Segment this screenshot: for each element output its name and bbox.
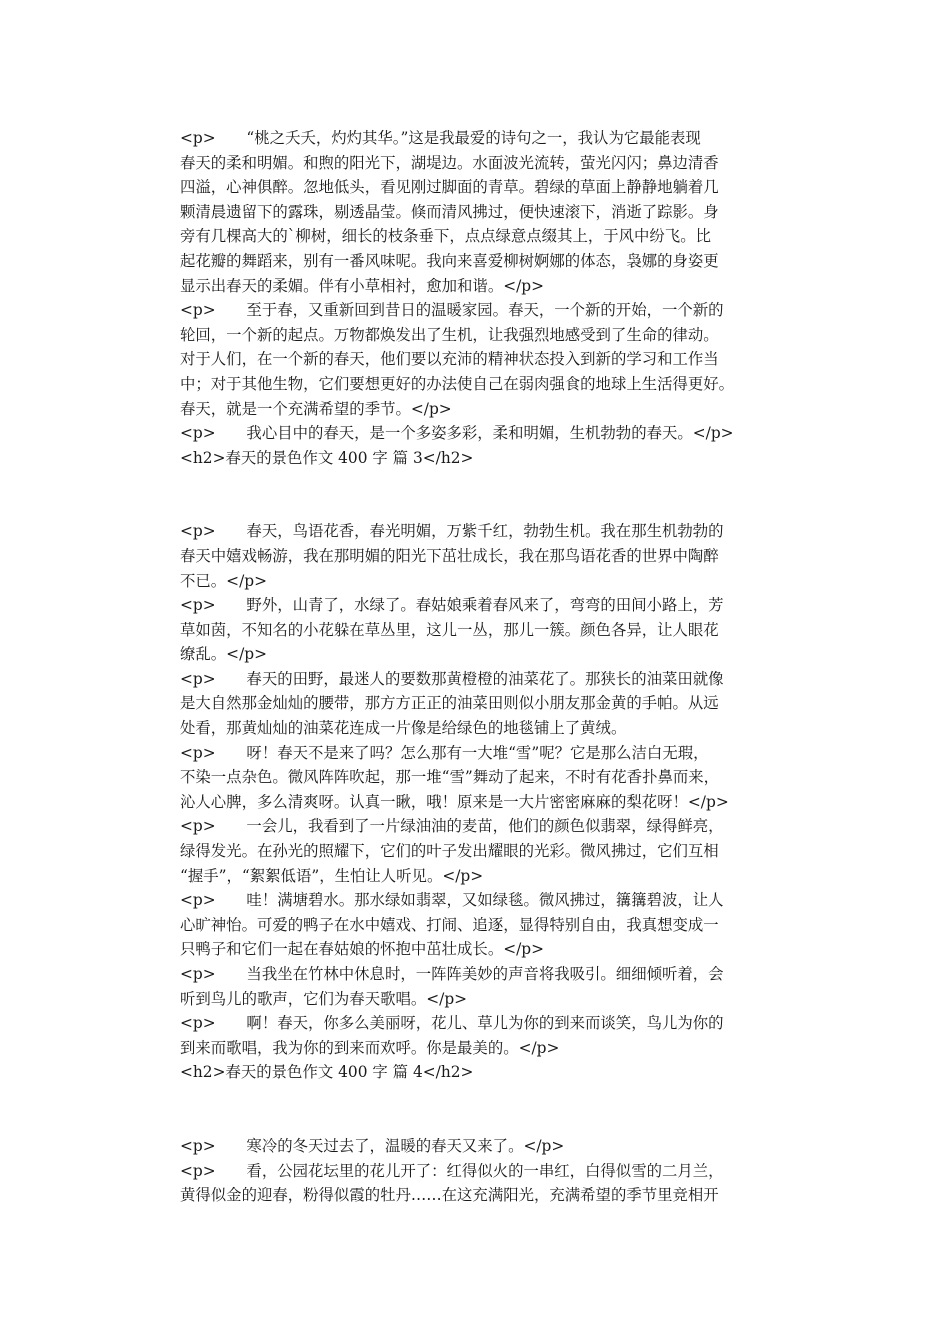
- text-line: 中；对于其他生物，它们要想更好的办法使自己在弱肉强食的地球上生活得更好。: [180, 374, 735, 393]
- text-line: <p> 哇！满塘碧水。那水绿如翡翠，又如绿毯。微风拂过，簼簼碧波，让人: [180, 891, 724, 910]
- text-line: 听到鸟儿的歌声，它们为春天歌唱。</p>: [180, 989, 468, 1008]
- section-heading: <h2>春天的景色作文 400 字 篇 4</h2>: [180, 1063, 474, 1082]
- text-line: <p> 一会儿，我看到了一片绿油油的麦苗，他们的颜色似翡翠，绿得鲜亮，: [180, 817, 724, 836]
- text-line: 对于人们，在一个新的春天，他们要以充沛的精神状态投入到新的学习和工作当: [180, 350, 719, 369]
- text-line: <p> 野外，山青了，水绿了。春姑娘乘着春风来了，弯弯的田间小路上，芳: [180, 596, 724, 615]
- text-line: 轮回，一个新的起点。万物都焕发出了生机，让我强烈地感受到了生命的律动。: [180, 325, 719, 344]
- section-2: [180, 519, 780, 1085]
- text-line: 绿得发光。在孙光的照耀下，它们的叶子发出耀眼的光彩。微风拂过，它们互相: [180, 842, 719, 861]
- text-line: <p> “桃之夭夭，灼灼其华。”这是我最爱的诗句之一，我认为它最能表现: [180, 129, 701, 147]
- text-line: <p> 寒冷的冬天过去了，温暖的春天又来了。</p>: [180, 1136, 565, 1155]
- text-line: <p> 我心目中的春天，是一个多姿多彩，柔和明媚，生机勃勃的春天。</p>: [180, 424, 734, 443]
- text-line: 春天的柔和明媚。和煦的阳光下，湖堤边。水面波光流转，萤光闪闪；鼻边清香: [180, 153, 719, 172]
- spacer: [180, 470, 780, 519]
- text-line: “握手”，“絮絮低语”，生怕让人听见。</p>: [180, 866, 484, 885]
- text-line: <p> 啊！春天，你多么美丽呀，花儿、草儿为你的到来而谈笑，鸟儿为你的: [180, 1014, 724, 1033]
- text-line: 不染一点杂色。微风阵阵吹起，那一堆“雪”舞动了起来，不时有花香扑鼻而来，: [180, 768, 720, 787]
- text-line: 旁有几棵高大的`柳树，细长的枝条垂下，点点绿意点缀其上，于风中纷飞。比: [180, 227, 711, 246]
- section-1: [180, 126, 780, 470]
- text-line: <p> 当我坐在竹林中休息时，一阵阵美妙的声音将我吸引。细细倾听着，会: [180, 965, 724, 983]
- text-line: 四溢，心神俱醉。忽地低头，看见刚过脚面的青草。碧绿的草面上静静地躺着几: [180, 178, 719, 197]
- text-line: 春天中嬉戏畅游，我在那明媚的阳光下茁壮成长，我在那鸟语花香的世界中陶醉: [180, 546, 719, 565]
- text-line: 显示出春天的柔媚。伴有小草相衬，愈加和谐。</p>: [180, 276, 545, 295]
- text-line: 是大自然那金灿灿的腰带，那方方正正的油菜田则似小朋友那金黄的手帕。从远: [180, 694, 719, 713]
- text-line: 颗清晨遗留下的露珠，剔透晶莹。倏而清风拂过，便快速滚下，消逝了踪影。身: [180, 202, 719, 221]
- text-line: 黄得似金的迎春，粉得似霞的牡丹……在这充满阳光，充满希望的季节里竞相开: [180, 1186, 719, 1205]
- text-line: <p> 春天，鸟语花香，春光明媚，万紫千红，勃勃生机。我在那生机勃勃的: [180, 522, 724, 541]
- text-line: 处看，那黄灿灿的油菜花连成一片像是给绿色的地毯铺上了黄绒。: [180, 719, 627, 738]
- text-line: 缭乱。</p>: [180, 645, 268, 664]
- section-3: [180, 1134, 780, 1208]
- text-line: 沁人心脾，多么清爽呀。认真一瞅，哦！原来是一大片密密麻麻的梨花呀！</p>: [180, 792, 729, 811]
- text-line: 草如茵，不知名的小花躲在草丛里，这儿一丛，那儿一簇。颜色各异，让人眼花: [180, 620, 719, 639]
- text-line: 只鸭子和它们一起在春姑娘的怀抱中茁壮成长。</p>: [180, 940, 545, 959]
- text-line: 春天，就是一个充满希望的季节。</p>: [180, 399, 452, 418]
- text-line: 心旷神怡。可爱的鸭子在水中嬉戏、打闹、追逐，显得特别自由，我真想变成一: [180, 915, 719, 934]
- text-line: 到来而歌唱，我为你的到来而欢呼。你是最美的。</p>: [180, 1038, 560, 1057]
- text-line: <p> 看，公园花坛里的花儿开了：红得似火的一串红，白得似雪的二月兰，: [180, 1161, 724, 1180]
- text-line: <p> 呀！春天不是来了吗？怎么那有一大堆“雪”呢？它是那么洁白无瑕，: [180, 743, 709, 762]
- text-line: <p> 至于春，又重新回到昔日的温暖家园。春天，一个新的开始，一个新的: [180, 301, 724, 320]
- text-line: <p> 春天的田野，最迷人的要数那黄橙橙的油菜花了。那狭长的油菜田就像: [180, 669, 724, 688]
- text-line: 不已。</p>: [180, 571, 268, 590]
- text-line: 起花瓣的舞蹈来，别有一番风味呢。我向来喜爱柳树婀娜的体态，袅娜的身姿更: [180, 251, 719, 270]
- spacer: [180, 1085, 780, 1134]
- document-page: [180, 126, 780, 1208]
- section-heading: <h2>春天的景色作文 400 字 篇 3</h2>: [180, 448, 474, 467]
